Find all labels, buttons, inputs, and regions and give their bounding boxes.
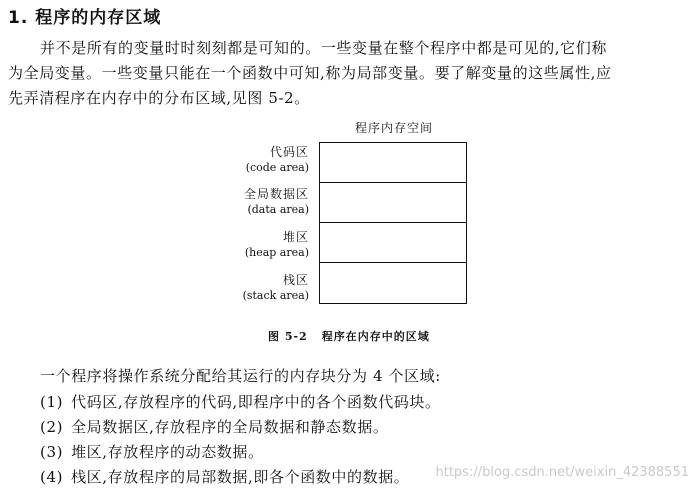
region-name: 代码区 [269, 145, 309, 159]
memory-divider [319, 182, 467, 183]
memory-divider [319, 262, 467, 263]
paragraph-line: 为全局变量。一些变量只能在一个函数中可知,称为局部变量。要了解变量的这些属性,应 [8, 64, 612, 82]
watermark-url: https://blog.csdn.net/weixin_42388551 [435, 465, 689, 480]
region-label-data [189, 187, 309, 217]
memory-space-box [319, 142, 467, 304]
list-item [40, 390, 441, 415]
intro-paragraph [8, 36, 688, 111]
memory-divider [319, 222, 467, 223]
region-label-code [189, 145, 309, 175]
region-list [40, 390, 441, 490]
region-label-heap [189, 230, 309, 260]
list-item-text: 代码区,存放程序的代码,即程序中的各个函数代码块。 [71, 393, 441, 411]
list-item-text: 堆区,存放程序的动态数据。 [71, 443, 264, 461]
list-item [40, 440, 441, 465]
region-name-en: (heap area) [244, 246, 309, 259]
list-item-text: 栈区,存放程序的局部数据,即各个函数中的数据。 [71, 468, 410, 486]
region-name: 堆区 [282, 230, 309, 244]
figure-number: 图 5-2 [268, 330, 308, 343]
section-heading: 1. 程序的内存区域 [8, 8, 162, 28]
list-item-number: (4) [40, 468, 64, 486]
list-item-text: 全局数据区,存放程序的全局数据和静态数据。 [71, 418, 389, 436]
region-name-en: (stack area) [242, 289, 309, 302]
list-item [40, 415, 441, 440]
list-intro: 一个程序将操作系统分配给其运行的内存块分为 4 个区域: [40, 367, 441, 385]
list-item-number: (3) [40, 443, 64, 461]
paragraph-line: 先弄清程序在内存中的分布区域,见图 5-2。 [8, 89, 310, 107]
paragraph-line: 并不是所有的变量时时刻刻都是可知的。一些变量在整个程序中都是可见的,它们称 [40, 39, 607, 57]
list-item-number: (1) [40, 393, 64, 411]
figure-caption-text: 程序在内存中的区域 [321, 330, 430, 343]
list-item-number: (2) [40, 418, 64, 436]
figure-caption [268, 328, 430, 344]
region-name-en: (data area) [247, 203, 309, 216]
list-item [40, 465, 441, 490]
region-name: 全局数据区 [243, 187, 309, 201]
region-name: 栈区 [282, 273, 309, 287]
memory-diagram-title: 程序内存空间 [354, 121, 433, 135]
region-label-stack [189, 273, 309, 303]
region-name-en: (code area) [245, 161, 309, 174]
